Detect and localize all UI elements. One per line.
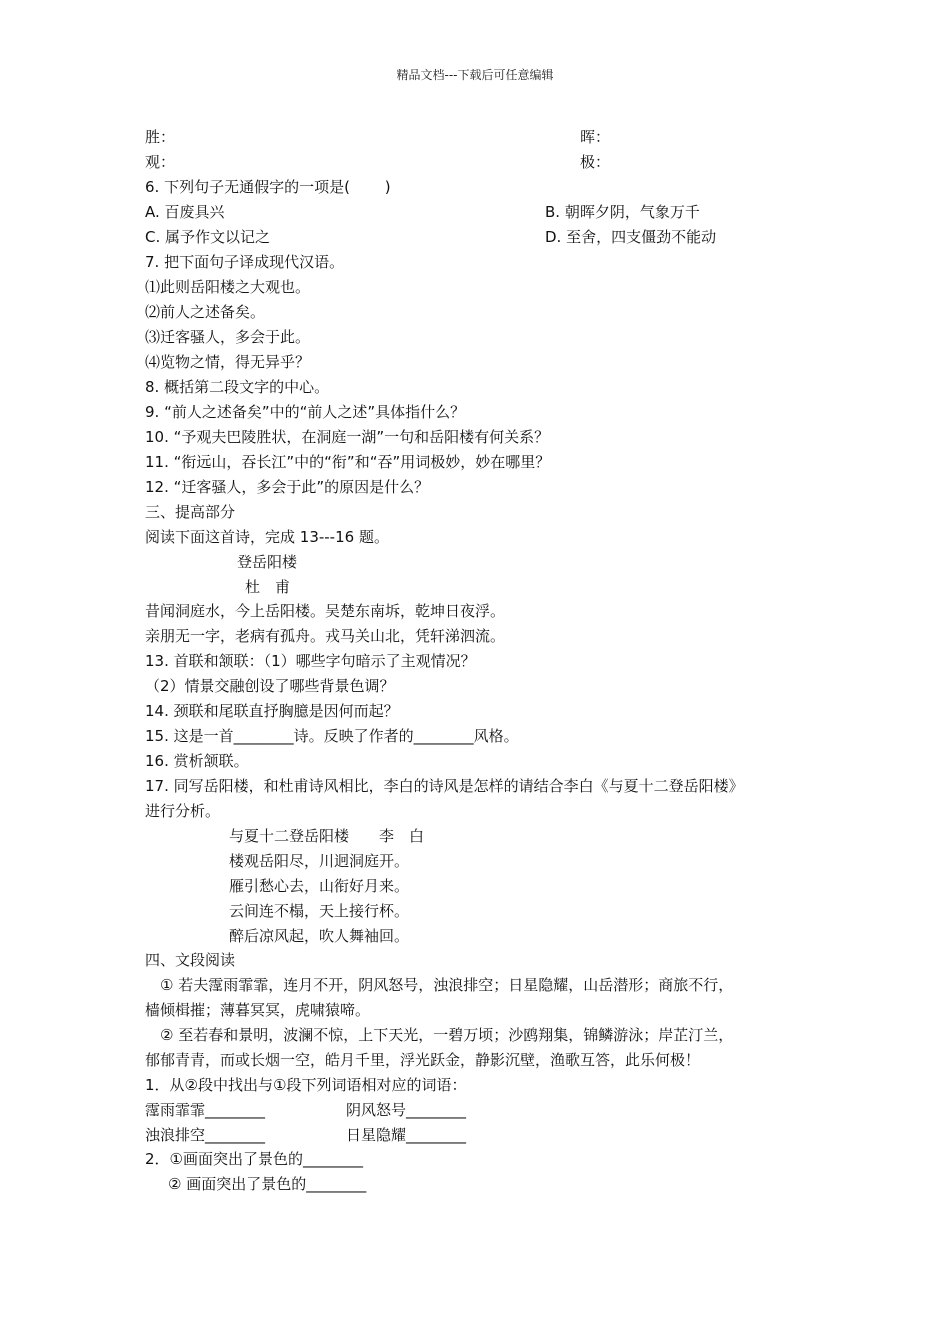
question-17: 17. 同写岳阳楼，和杜甫诗风相比，李白的诗风是怎样的请结合李白《与夏十二登岳阳楼》 xyxy=(145,777,744,795)
poem-title: 登岳阳楼 xyxy=(237,553,298,571)
page-header: 精品文档---下载后可任意编辑 xyxy=(396,68,554,82)
question-13-part-2: （2）情景交融创设了哪些背景色调？ xyxy=(145,677,395,695)
poem-author: 杜 甫 xyxy=(245,578,291,596)
section-3-title: 三、提高部分 xyxy=(145,503,236,521)
section-4-question-1: 1．从②段中找出与①段下列词语相对应的词语： xyxy=(145,1076,467,1094)
fill-in-guan: 观： xyxy=(145,153,176,171)
poem2-line-4: 醉后凉风起，吹人舞袖回。 xyxy=(229,927,410,945)
poem2-line-3: 云间连不榻，天上接行杯。 xyxy=(229,902,410,920)
q6-option-b: B. 朝晖夕阴，气象万千 xyxy=(545,203,700,221)
question-14: 14. 颈联和尾联直抒胸臆是因何而起？ xyxy=(145,702,399,720)
q6-option-c: C. 属予作文以记之 xyxy=(145,228,271,246)
question-8: 8. 概括第二段文字的中心。 xyxy=(145,378,330,396)
question-7: 7. 把下面句子译成现代汉语。 xyxy=(145,253,345,271)
q6-option-a: A. 百废具兴 xyxy=(145,203,225,221)
passage-2-line-2: 郁郁青青，而或长烟一空，皓月千里，浮光跃金，静影沉壁，渔歌互答，此乐何极！ xyxy=(145,1051,701,1069)
question-17-cont: 进行分析。 xyxy=(145,802,221,820)
fill-in-ji: 极： xyxy=(580,153,611,171)
word-blank-2: 阴风怒号________ xyxy=(346,1101,467,1119)
question-11: 11. “衔远山，吞长江”中的“衔”和“吞”用词极妙，妙在哪里？ xyxy=(145,453,551,471)
question-9: 9. “前人之述备矣”中的“前人之述”具体指什么？ xyxy=(145,403,466,421)
passage-1-line-1: ① 若夫霪雨霏霏，连月不开，阴风怒号，浊浪排空；日星隐耀，山岳潜形；商旅不行， xyxy=(145,976,734,994)
fill-in-sheng: 胜： xyxy=(145,128,176,146)
section-3-intro: 阅读下面这首诗，完成 13---16 题。 xyxy=(145,528,389,546)
question-15: 15. 这是一首________诗。反映了作者的________风格。 xyxy=(145,727,519,745)
poem2-line-2: 雁引愁心去，山衔好月来。 xyxy=(229,877,410,895)
fill-in-hui: 晖： xyxy=(580,128,611,146)
word-blank-3: 浊浪排空________ xyxy=(145,1126,266,1144)
poem2-title: 与夏十二登岳阳楼 李 白 xyxy=(229,827,425,845)
q7-sentence-2: ⑵前人之述备矣。 xyxy=(145,303,266,321)
q7-sentence-1: ⑴此则岳阳楼之大观也。 xyxy=(145,278,311,296)
q7-sentence-4: ⑷览物之情，得无异乎？ xyxy=(145,353,311,371)
poem-line-1: 昔闻洞庭水，今上岳阳楼。吴楚东南坼，乾坤日夜浮。 xyxy=(145,602,506,620)
question-10: 10. “予观夫巴陵胜状，在洞庭一湖”一句和岳阳楼有何关系？ xyxy=(145,428,550,446)
question-13: 13. 首联和颔联：（1）哪些字句暗示了主观情况？ xyxy=(145,652,476,670)
passage-2-line-1: ② 至若春和景明，波澜不惊，上下天光，一碧万顷；沙鸥翔集，锦鳞游泳；岸芷汀兰， xyxy=(145,1026,734,1044)
question-16: 16. 赏析颔联。 xyxy=(145,752,249,770)
question-6: 6. 下列句子无通假字的一项是( ) xyxy=(145,178,391,196)
passage-1-line-2: 樯倾楫摧；薄暮冥冥，虎啸猿啼。 xyxy=(145,1001,371,1019)
q7-sentence-3: ⑶迁客骚人，多会于此。 xyxy=(145,328,311,346)
section-4-question-2: 2．①画面突出了景色的________ xyxy=(145,1150,363,1168)
poem-line-2: 亲朋无一字，老病有孤舟。戎马关山北，凭轩涕泗流。 xyxy=(145,627,506,645)
section-4-question-2-part-2: ② 画面突出了景色的________ xyxy=(168,1175,367,1193)
question-12: 12. “迁客骚人，多会于此”的原因是什么？ xyxy=(145,478,430,496)
q6-option-d: D. 至舍，四支僵劲不能动 xyxy=(545,228,717,246)
poem2-line-1: 楼观岳阳尽，川迥洞庭开。 xyxy=(229,852,410,870)
word-blank-4: 日星隐耀________ xyxy=(346,1126,467,1144)
section-4-title: 四、文段阅读 xyxy=(145,951,236,969)
word-blank-1: 霪雨霏霏________ xyxy=(145,1101,266,1119)
